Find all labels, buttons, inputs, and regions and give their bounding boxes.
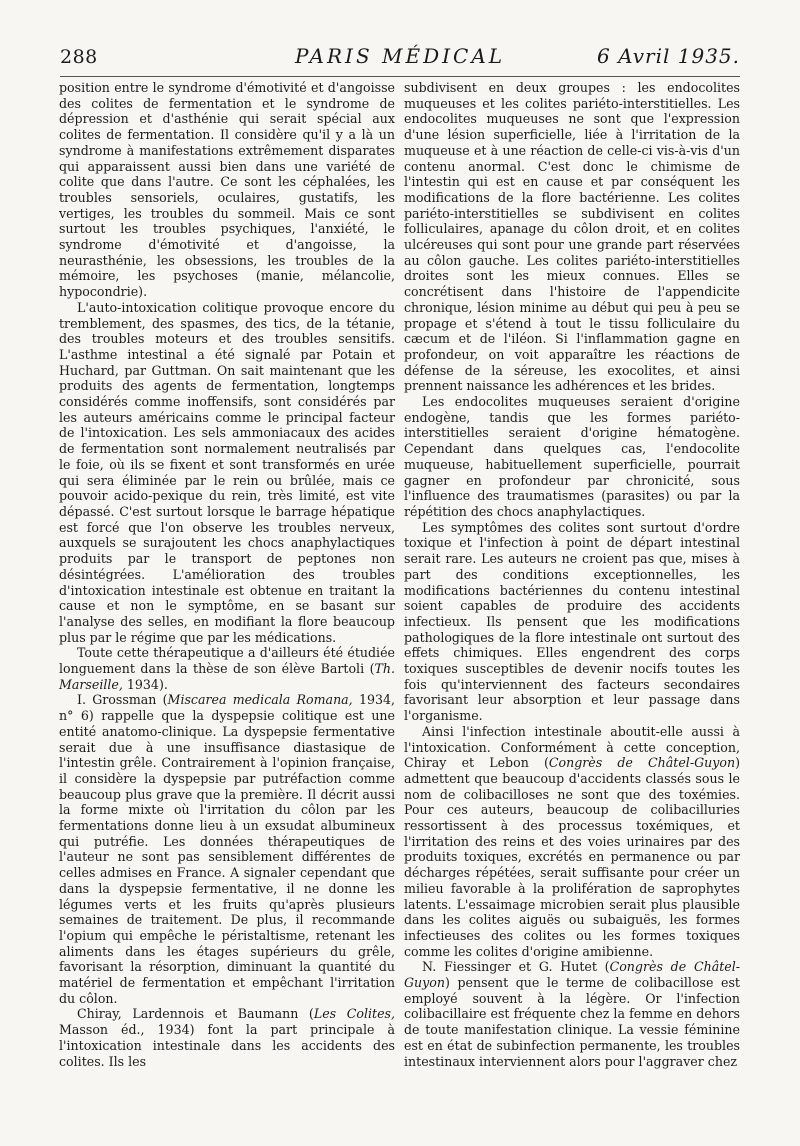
paragraph: N. Fiessinger et G. Hutet (Congrès de Châtel-Guyon) pensent que le terme de colibacillose est employé souvent à la légère. Or l'infection colibacillaire est fréquente chez la femme en dehors de toute manifestation clinique. La vessie féminine est en état de subinfection permanente, les troubles intestinaux interviennent alors pour l'aggraver chez <box>404 959 741 1069</box>
paragraph: Toute cette thérapeutique a d'ailleurs été étudiée longuement dans la thèse de son élève Bartoli (Th. Marseille, 1934). <box>59 645 395 692</box>
left-column <box>59 80 395 1069</box>
paragraph: Chiray, Lardennois et Baumann (Les Colites, Masson éd., 1934) font la part principale à l'intoxication intestinale dans les accidents des colites. Ils les <box>59 1006 395 1069</box>
citation: Miscarea medicala Romana, <box>167 692 353 708</box>
paragraph: I. Grossman (Miscarea medicala Romana, 1934, n° 6) rappelle que la dyspepsie colitique est une entité anatomo-clinique. La dyspepsie fermentative serait due à une insuffisance diastasique de l'intestin grêle. Contrairement à l'opinion française, il considère la dyspepsie par putréfaction comme beaucoup plus grave que la première. Il décrit aussi la forme mixte où l'irritation du côlon par les fermentations donne lieu à un exsudat albumineux qui putréfie. Les données thérapeutiques de l'auteur ne sont pas sensiblement différentes de celles admises en France. A signaler cependant que dans la dyspepsie fermentative, il ne donne les légumes verts et les fruits qu'après plusieurs semaines de traitement. De plus, il recommande l'opium qui empêche le péristaltisme, retenant les aliments dans les étages supérieurs du grêle, favorisant la résorption, diminuant la quantité du matériel de fermentation et empêchant l'irritation du côlon. <box>59 692 396 1006</box>
header-rule <box>60 76 740 77</box>
paragraph: Les symptômes des colites sont surtout d'ordre toxique et l'infection à point de départ intestinal serait rare. Les auteurs ne croient pas que, mises à part des conditions exceptionnelles, les modifications bactériennes du contenu intestinal soient capables de produire des accidents infectieux. Ils pensent que les modifications pathologiques de la flore intestinale ont surtout des effets chimiques. Elles engendrent des corps toxiques susceptibles de devenir nocifs toutes les fois qu'interviennent des facteurs secondaires favorisant leur absorption et leur passage dans l'organisme. <box>404 519 740 724</box>
citation: Congrès de Châtel-Guyon <box>548 755 736 771</box>
journal-title: PARIS MÉDICAL <box>294 44 506 68</box>
paragraph: subdivisent en deux groupes : les endocolites muqueuses et les colites pariéto-interstitielles. Les endocolites muqueuses ne sont que l'expression d'une lésion superficielle, liée à l'irritation de la muqueuse et à une réaction de celle-ci vis-à-vis d'un contenu anormal. C'est donc le chimisme de l'intestin qui est en cause et par conséquent les modifications de la flore bactérienne. Les colites pariéto-interstitielles se subdivisent en colites folliculaires, apanage du côlon droit, et en colites ulcéreuses qui sont pour une grande part réservées au côlon gauche. Les colites pariéto-interstitielles droites sont les mieux connues. Elles se concrétisent dans l'histoire de l'appendicite chronique, lésion minime au début qui peu à peu se propage et s'étend à tout le tissu folliculaire du cæcum et de l'iléon. Si l'inflammation gagne en profondeur, on voit apparaître les réactions de défense de la séreuse, les exocolites, et ainsi prennent naissance les adhérences et les brides. <box>404 80 740 394</box>
paragraph: position entre le syndrome d'émotivité et d'angoisse des colites de fermentation et le syndrome de dépression et d'asthénie qui serait spécial aux colites de fermentation. Il considère qu'il y a là un syndrome à manifestations extrêmement disparates qui apparaissent aussi bien dans une variété de colite que dans l'autre. Ce sont les céphalées, les troubles sensoriels, oculaires, gustatifs, les vertiges, les troubles du sommeil. Mais ce sont surtout les troubles psychiques, l'anxiété, le syndrome d'émotivité et d'angoisse, la neurasthénie, les obsessions, les troubles de la mémoire, les psychoses (manie, mélancolie, hypocondrie). <box>59 80 395 300</box>
paragraph: L'auto-intoxication colitique provoque encore du tremblement, des spasmes, des tics, de la tétanie, des troubles moteurs et des troubles sensitifs. L'asthme intestinal a été signalé par Potain et Huchard, par Guttman. On sait maintenant que les produits des agents de fermentation, longtemps considérés comme inoffensifs, sont considérés par les auteurs américains comme le principal facteur de l'intoxication. Les sels ammoniacaux des acides de fermentation sont normalement neutralisés par le foie, où ils se fixent et sont transformés en urée qui sera éliminée par le rein ou brûlée, mais ce pouvoir acido-pexique du rein, très limité, est vite dépassé. C'est surtout lorsque le barrage hépatique est forcé que l'on observe les troubles nerveux, auxquels se surajoutent les chocs anaphylactiques produits par le transport de peptones non désintégrées. L'amélioration des troubles d'intoxication intestinale est obtenue en traitant la cause et non le symptôme, en se basant sur l'analyse des selles, en modifiant la flore beaucoup plus par le régime que par les médications. <box>59 299 395 645</box>
paragraph: Les endocolites muqueuses seraient d'origine endogène, tandis que les formes pariéto-interstitielles seraient d'origine hématogène. Cependant dans quelques cas, l'endocolite muqueuse, habituellement superficielle, pourrait gagner en profondeur par chronicité, sous l'influence des traumatismes (parasites) ou par la répétition des chocs anaphylactiques. <box>404 394 740 519</box>
right-column <box>404 80 740 1069</box>
page-number: 288 <box>60 46 98 68</box>
paragraph: Ainsi l'infection intestinale aboutit-elle aussi à l'intoxication. Conformément à cette conception, Chiray et Lebon (Congrès de Châtel-Guyon) admettent que beaucoup d'accidents classés sous le nom de colibacilloses ne sont que des toxémies. Pour ces auteurs, beaucoup de colibacilluries ressortissent à des processus toxémiques, et l'irritation des reins et des voies urinaires par des produits toxiques, excrétés en permanence ou par décharges répétées, serait suffisante pour créer un milieu favorable à la prolifération de saprophytes latents. L'essaimage microbien serait plus plausible dans les colites aiguës ou subaiguës, les formes infectieuses des colites ou les formes toxiques comme les colites d'origine amibienne. <box>404 723 740 959</box>
citation: Congrès de Châtel-Guyon <box>404 959 741 991</box>
citation: Les Colites, <box>313 1006 395 1022</box>
citation: Th. Marseille, <box>59 661 395 692</box>
running-header <box>60 44 740 72</box>
issue-date: 6 Avril 1935. <box>597 44 740 68</box>
